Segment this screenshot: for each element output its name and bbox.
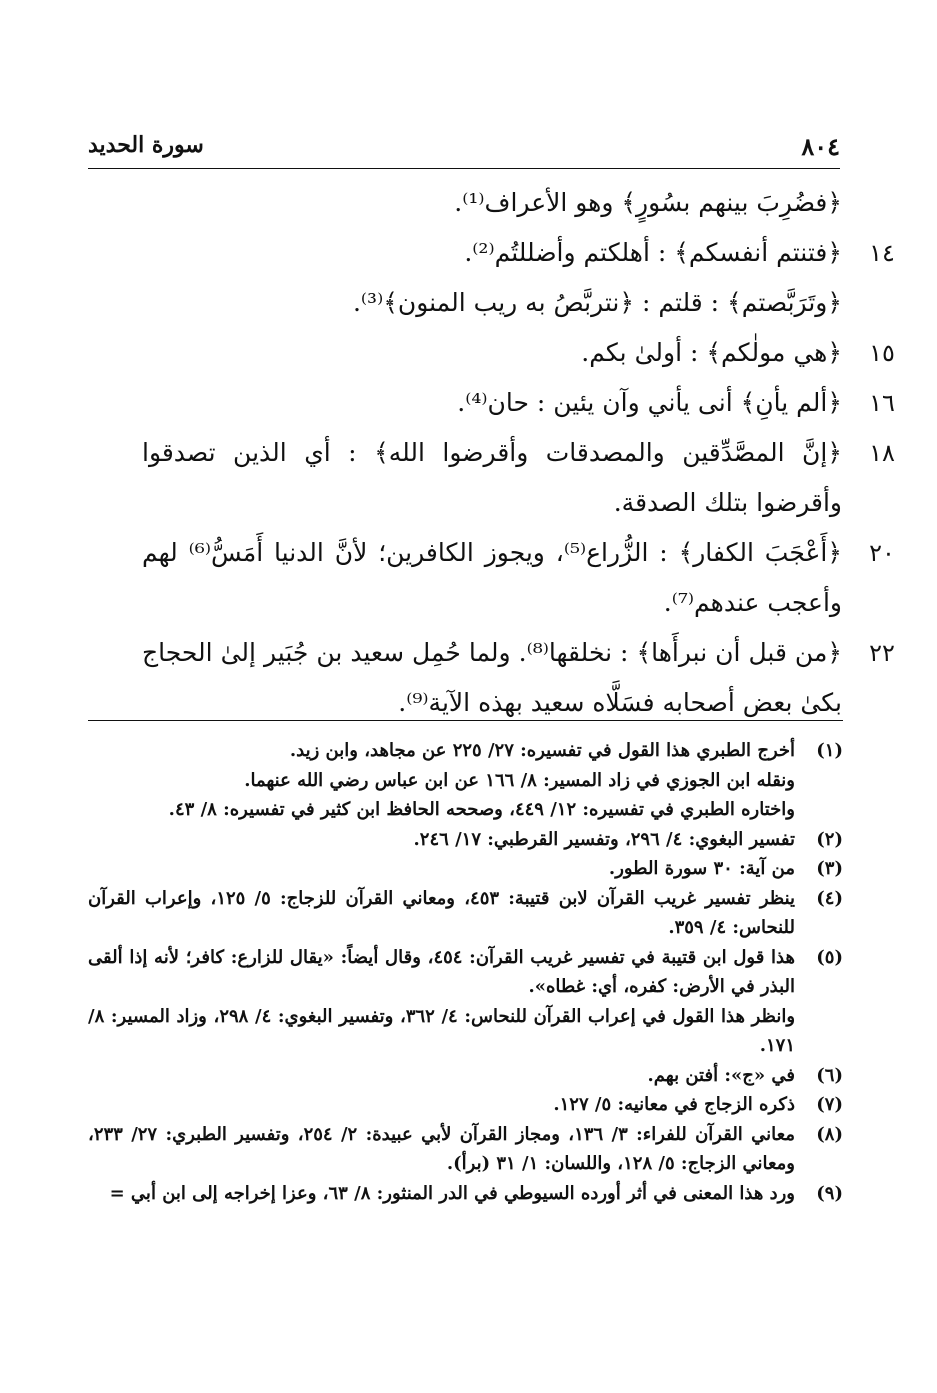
- footnote-number: (٦): [816, 1064, 843, 1086]
- footnote-line: وانظر هذا القول في إعراب القرآن للنحاس: ٤/ ٣٦٢، وتفسير البغوي: ٤/ ٢٩٨، وزاد المسير: ٨/ ١٧١.: [88, 1005, 796, 1056]
- footnote: [88, 884, 843, 943]
- footnote-line: ينظر تفسير غريب القرآن لابن قتيبة: ٤٥٣، ومعاني القرآن للزجاج: ٥/ ١٢٥، وإعراب القرآن للنحاس: ٤/ ٣٥٩.: [88, 887, 796, 938]
- verse-row: [142, 328, 895, 378]
- footnote: [88, 854, 843, 884]
- verse-row: [142, 178, 842, 228]
- footnote-line: واختاره الطبري في تفسيره: ١٢/ ٤٤٩، وصححه الحافظ ابن كثير في تفسيره: ٨/ ٤٣.: [168, 799, 795, 820]
- verse-text: ﴿إنَّ المصَّدِّقين والمصدقات وأقرضوا الله﴾ : أي الذين تصدقوا وأقرضوا بتلك الصدقة.: [142, 438, 842, 517]
- footnote: [88, 736, 843, 825]
- verse-number: ٢٢: [869, 639, 895, 667]
- footnote-number: (٥): [816, 946, 843, 968]
- page-number: ٨٠٤: [801, 132, 840, 161]
- verse-text: ﴿هي مولٰكم﴾ : أولىٰ بكم.: [581, 338, 842, 367]
- page-header: [88, 128, 840, 169]
- footnote-line: في «ج»: أفتن بهم.: [647, 1064, 795, 1086]
- verse-number: ١٨: [869, 439, 895, 467]
- verse-row: [142, 428, 895, 528]
- verse-text: ﴿من قبل أن نبرأَها﴾ : نخلقها⁽⁸⁾. ولما حُمِل سعيد بن جُبَير إلىٰ الحجاج بكىٰ بعض أصحابه فسَلَّاه سعيد بهذه الآية⁽⁹⁾.: [142, 638, 842, 717]
- footnote: [88, 825, 843, 855]
- verse-row: [142, 278, 842, 328]
- footnote-separator: [88, 720, 843, 721]
- footnote: [88, 1090, 843, 1120]
- verse-text: ﴿فضُرِبَ بينهم بسُورٍ﴾ وهو الأعراف⁽¹⁾.: [454, 188, 842, 217]
- footnote-line: أخرج الطبري هذا القول في تفسيره: ٢٧/ ٢٢٥ عن مجاهد، وابن زيد.: [289, 740, 795, 761]
- footnote-line: ورد هذا المعنى في أثر أورده السيوطي في الدر المنثور: ٨/ ٦٣، وعزا إخراجه إلى ابن أبي =: [109, 1182, 795, 1204]
- footnote-number: (١): [816, 740, 843, 761]
- verse-text: ﴿وتَرَبَّصتم﴾ : قلتم : ﴿نتربَّصُ به ريب المنون﴾⁽³⁾.: [352, 288, 842, 317]
- verse-row: [142, 228, 895, 278]
- footnote-number: (٩): [816, 1182, 843, 1204]
- footnote-number: (٣): [816, 858, 843, 879]
- footnote-number: (٤): [816, 887, 843, 909]
- verse-number: ١٦: [869, 389, 895, 417]
- footnote-line: ونقله ابن الجوزي في زاد المسير: ٨/ ١٦٦ عن ابن عباس رضي الله عنهما.: [244, 769, 795, 791]
- verse-number: ١٥: [869, 339, 895, 367]
- footnote: [88, 1179, 843, 1209]
- verse-text: ﴿أَعْجَبَ الكفار﴾ : الزُّراع⁽⁵⁾، ويجوز الكافرين؛ لأنَّ الدنيا أَمَسُّ⁽⁶⁾ لهم وأعجب عندهم⁽⁷⁾.: [142, 538, 843, 617]
- surah-title: سورة الحديد: [88, 132, 204, 158]
- footnote-number: (٨): [816, 1123, 843, 1145]
- verse-commentary: [142, 178, 895, 728]
- footnote: [88, 1120, 843, 1179]
- footnote: [88, 1061, 843, 1091]
- footnote-line: هذا قول ابن قتيبة في تفسير غريب القرآن: ٤٥٤، وقال أيضاً: «يقال للزارع: كافر؛ لأنه إذا ألقى البذر في الأرض: كفره، أي: غطاه».: [88, 946, 795, 997]
- footnotes: [88, 736, 843, 1208]
- verse-row: [142, 628, 895, 728]
- footnote-line: معاني القرآن للفراء: ٣/ ١٣٦، ومجاز القرآن لأبي عبيدة: ٢/ ٢٥٤، وتفسير الطبري: ٢٧/ ٢٣٣، ومعاني الزجاج: ٥/ ١٢٨، واللسان: ١/ ٣١ (برأ).: [88, 1123, 795, 1174]
- verse-number: ١٤: [869, 239, 895, 267]
- verse-row: [142, 528, 895, 628]
- footnote-line: ذكره الزجاج في معانيه: ٥/ ١٢٧.: [553, 1094, 795, 1115]
- footnote-line: تفسير البغوي: ٤/ ٢٩٦، وتفسير القرطبي: ١٧/ ٢٤٦.: [413, 828, 795, 850]
- footnote: [88, 943, 843, 1061]
- footnote-line: من آية: ٣٠ سورة الطور.: [608, 858, 795, 879]
- verse-text: ﴿ألم يأنِ﴾ أنى يأني وآن يئين : حان⁽⁴⁾.: [457, 388, 842, 417]
- footnote-number: (٢): [816, 828, 843, 850]
- verse-number: ٢٠: [869, 539, 895, 567]
- verse-text: ﴿فتنتم أنفسكم﴾ : أهلكتم وأضللتُم⁽²⁾.: [464, 238, 842, 267]
- footnote-number: (٧): [816, 1094, 843, 1115]
- verse-row: [142, 378, 895, 428]
